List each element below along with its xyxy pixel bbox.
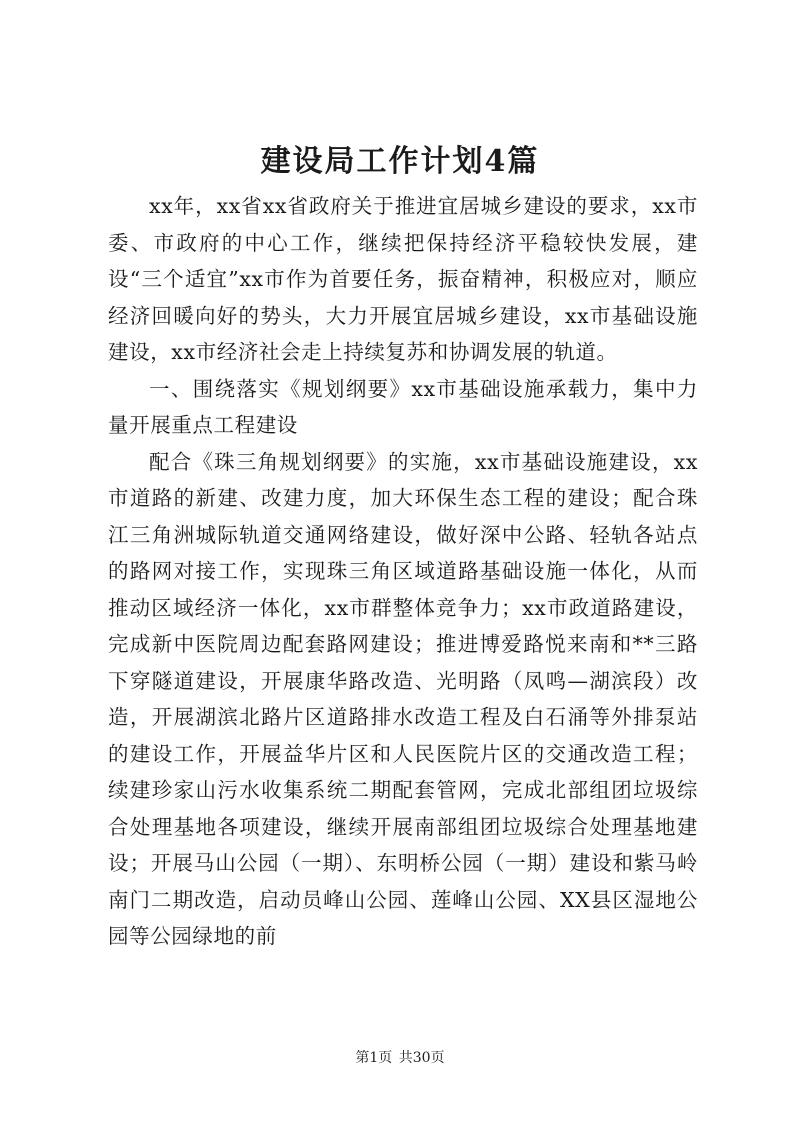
paragraph-section-body: 配合《珠三角规划纲要》的实施，xx市基础设施建设，xx市道路的新建、改建力度，加大环保生态工程的建设；配合珠江三角洲城际轨道交通网络建设，做好深中公路、轻轨各站点的路网对接工作，实现珠三角区域道路基础设施一体化，从而推动区域经济一体化，xx市群整体竞争力；xx市政道路建设，完成新中医院周边配套路网建设；推进博爱路悦来南和**三路下穿隧道建设，开展康华路改造、光明路（凤鸣—湖滨段）改造，开展湖滨北路片区道路排水改造工程及白石涌等外排泵站的建设工作，开展益华片区和人民医院片区的交通改造工程；续建珍家山污水收集系统二期配套管网，完成北部组团垃圾综合处理基地各项建设，继续开展南部组团垃圾综合处理基地建设；开展马山公园（一期）、东明桥公园（一期）建设和紫马岭南门二期改造，启动员峰山公园、莲峰山公园、XX县区湿地公园等公园绿地的前 <box>108 449 698 948</box>
page-total: 共30页 <box>398 1050 445 1066</box>
paragraph-section-heading: 一、围绕落实《规划纲要》xx市基础设施承载力，集中力量开展重点工程建设 <box>108 376 698 437</box>
document-title: 建设局工作计划4篇 <box>260 144 540 179</box>
page-footer <box>0 1048 800 1068</box>
paragraph-intro: xx年，xx省xx省政府关于推进宜居城乡建设的要求，xx市委、市政府的中心工作，继续把保持经济平稳较快发展，建设“三个适宜”xx市作为首要任务，振奋精神，积极应对，顺应经济回暖向好的势头，大力开展宜居城乡建设，xx市基础设施建设，xx市经济社会走上持续复苏和协调发展的轨道。 <box>108 194 698 364</box>
page-number: 第1页 <box>355 1050 393 1066</box>
document-body <box>108 188 698 955</box>
